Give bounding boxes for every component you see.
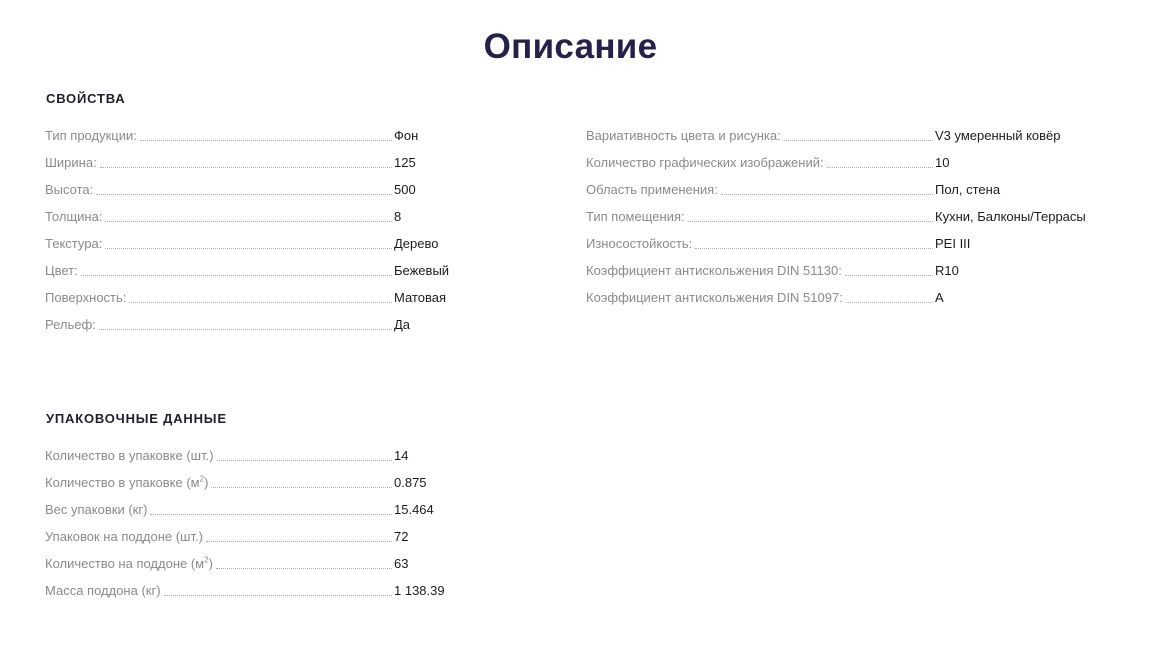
property-row: [45, 316, 465, 343]
packaging-table: [45, 447, 465, 609]
packaging-row: [45, 555, 465, 582]
packaging-row: [45, 447, 465, 474]
packaging-label: Вес упаковки (кг): [45, 502, 148, 517]
packaging-row: [45, 474, 465, 501]
leader-dots: [784, 139, 933, 141]
leader-dots: [140, 139, 392, 141]
property-value: 8: [394, 209, 402, 224]
leader-dots: [688, 220, 933, 222]
property-label: Тип помещения:: [586, 209, 685, 224]
property-row: [45, 154, 465, 181]
packaging-label: Масса поддона (кг): [45, 583, 161, 598]
leader-dots: [216, 567, 392, 569]
packaging-label: Количество на поддоне $(м^2)$: [45, 555, 213, 571]
property-value: Дерево: [394, 236, 439, 251]
property-row: [586, 208, 1126, 235]
property-label: Коэффициент антискольжения DIN 51097:: [586, 290, 843, 305]
properties-table-right: [586, 127, 1126, 316]
leader-dots: [206, 540, 392, 542]
property-value: Бежевый: [394, 263, 450, 278]
packaging-row: [45, 501, 465, 528]
property-value: 500: [394, 182, 416, 197]
packaging-label: Количество в упаковке (шт.): [45, 448, 214, 463]
leader-dots: [211, 486, 392, 488]
property-value: Пол, стена: [935, 182, 1001, 197]
leader-dots: [105, 220, 392, 222]
packaging-value: 1 138.39: [394, 583, 445, 598]
property-row: [586, 127, 1126, 154]
property-label: Вариативность цвета и рисунка:: [586, 128, 781, 143]
property-row: [586, 262, 1126, 289]
property-label: Толщина:: [45, 209, 103, 224]
leader-dots: [99, 328, 392, 330]
leader-dots: [827, 166, 933, 168]
property-label: Текстура:: [45, 236, 103, 251]
property-label: Область применения:: [586, 182, 718, 197]
property-row: [45, 289, 465, 316]
property-label: Количество графических изображений:: [586, 155, 824, 170]
packaging-value: 0.875: [394, 475, 427, 490]
property-row: [45, 208, 465, 235]
leader-dots: [96, 193, 392, 195]
property-value: Матовая: [394, 290, 446, 305]
property-label: Высота:: [45, 182, 94, 197]
property-row: [586, 289, 1126, 316]
property-row: [586, 235, 1126, 262]
page-title: Описание: [483, 27, 658, 66]
property-label: Коэффициент антискольжения DIN 51130:: [586, 263, 842, 278]
property-row: [45, 235, 465, 262]
leader-dots: [100, 166, 392, 168]
property-row: [45, 181, 465, 208]
leader-dots: [105, 247, 392, 249]
property-value: Да: [394, 317, 411, 332]
property-row: [45, 127, 465, 154]
leader-dots: [217, 459, 392, 461]
leader-dots: [129, 301, 392, 303]
property-label: Цвет:: [45, 263, 78, 278]
property-value: Фон: [394, 128, 419, 143]
leader-dots: [81, 274, 392, 276]
leader-dots: [150, 513, 392, 515]
property-row: [45, 262, 465, 289]
leader-dots: [845, 274, 933, 276]
property-row: [586, 154, 1126, 181]
property-row: [586, 181, 1126, 208]
leader-dots: [695, 247, 933, 249]
packaging-label: Упаковок на поддоне (шт.): [45, 529, 203, 544]
leader-dots: [721, 193, 933, 195]
packaging-value: 14: [394, 448, 409, 463]
packaging-row: [45, 582, 465, 609]
property-value: 10: [935, 155, 950, 170]
packaging-label: Количество в упаковке $(м^2)$: [45, 474, 209, 490]
property-value: R10: [935, 263, 959, 278]
packaging-heading: УПАКОВОЧНЫЕ ДАННЫЕ: [46, 411, 227, 426]
property-label: Поверхность:: [45, 290, 127, 305]
packaging-value: 15.464: [394, 502, 434, 517]
properties-heading: СВОЙСТВА: [46, 91, 126, 106]
property-value: PEI III: [935, 236, 971, 251]
packaging-row: [45, 528, 465, 555]
property-value: Кухни, Балконы/Террасы: [935, 209, 1086, 224]
leader-dots: [846, 301, 933, 303]
property-value: A: [935, 290, 944, 305]
packaging-value: 72: [394, 529, 409, 544]
packaging-value: 63: [394, 556, 409, 571]
leader-dots: [164, 594, 392, 596]
property-label: Износостойкость:: [586, 236, 693, 251]
property-value: 125: [394, 155, 416, 170]
property-label: Ширина:: [45, 155, 97, 170]
property-label: Рельеф:: [45, 317, 96, 332]
property-label: Тип продукции:: [45, 128, 137, 143]
property-value: V3 умеренный ковёр: [935, 128, 1061, 143]
properties-table-left: [45, 127, 465, 343]
